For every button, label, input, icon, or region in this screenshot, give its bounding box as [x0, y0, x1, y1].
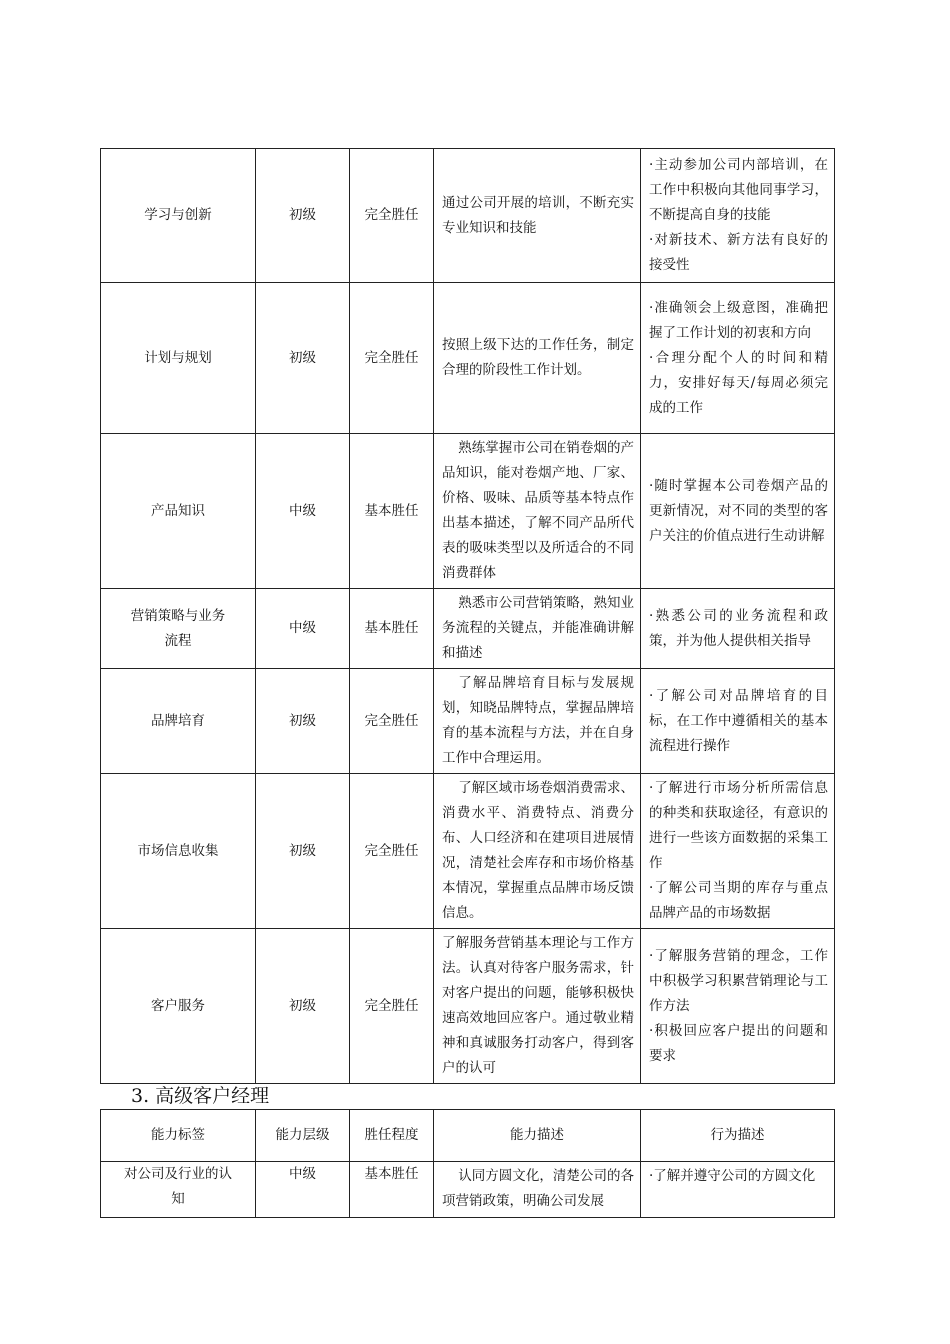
behavior-item: ·熟悉公司的业务流程和政策，并为他人提供相关指导 — [649, 607, 828, 649]
ability-description — [434, 669, 641, 774]
ability-description: 认同方圆文化，清楚公司的各项营销政策，明确公司发展 — [434, 1162, 641, 1218]
ability-level: 初级 — [256, 669, 350, 774]
ability-label: 营销策略与业务流程 — [101, 589, 256, 669]
table-header-row — [101, 1110, 835, 1162]
ability-level: 中级 — [256, 434, 350, 589]
behavior-item: ·合理分配个人的时间和精力，安排好每天/每周必须完成的工作 — [649, 349, 828, 416]
table-row — [101, 283, 835, 434]
header-competence: 胜任程度 — [350, 1110, 434, 1162]
behavior-description — [641, 929, 835, 1084]
competency-table-senior — [100, 1109, 835, 1218]
ability-description — [434, 283, 641, 434]
behavior-description — [641, 589, 835, 669]
header-ability-description: 能力描述 — [434, 1110, 641, 1162]
behavior-item: ·准确领会上级意图，准确把握了工作计划的初衷和方向 — [649, 299, 828, 341]
table-row — [101, 434, 835, 589]
behavior-item: ·随时掌握本公司卷烟产品的更新情况，对不同的类型的客户关注的价值点进行生动讲解 — [649, 477, 828, 544]
behavior-item: ·了解进行市场分析所需信息的种类和获取途径，有意识的进行一些该方面数据的采集工作 — [649, 780, 828, 871]
ability-label: 产品知识 — [101, 434, 256, 589]
behavior-item: ·积极回应客户提出的问题和要求 — [649, 1022, 828, 1064]
ability-level: 中级 — [256, 589, 350, 669]
ability-text: 了解服务营销基本理论与工作方法。认真对待客户服务需求，针对客户提出的问题，能够积极快速高效地回应客户。通过敬业精神和真诚服务打动客户，得到客户的认可 — [442, 935, 634, 1076]
header-behavior-description: 行为描述 — [641, 1110, 835, 1162]
table-row — [101, 1162, 835, 1218]
ability-description — [434, 434, 641, 589]
behavior-description — [641, 283, 835, 434]
ability-label: 学习与创新 — [101, 149, 256, 283]
ability-label: 客户服务 — [101, 929, 256, 1084]
competence: 完全胜任 — [350, 669, 434, 774]
ability-label: 计划与规划 — [101, 283, 256, 434]
table-row — [101, 774, 835, 929]
ability-text: 了解品牌培育目标与发展规划，知晓品牌特点，掌握品牌培育的基本流程与方法，并在自身工作中合理运用。 — [442, 675, 634, 766]
ability-level: 初级 — [256, 149, 350, 283]
competency-table-intermediate — [100, 148, 835, 1084]
header-ability-level: 能力层级 — [256, 1110, 350, 1162]
table-row — [101, 929, 835, 1084]
competence: 完全胜任 — [350, 149, 434, 283]
table-row — [101, 669, 835, 774]
ability-description — [434, 774, 641, 929]
behavior-description — [641, 774, 835, 929]
ability-level: 初级 — [256, 283, 350, 434]
ability-text: 熟悉市公司营销策略，熟知业务流程的关键点，并能准确讲解和描述 — [442, 595, 634, 661]
behavior-item: ·对新技术、新方法有良好的接受性 — [649, 232, 828, 273]
ability-level: 初级 — [256, 929, 350, 1084]
ability-level: 初级 — [256, 774, 350, 929]
ability-text: 了解区域市场卷烟消费需求、消费水平、消费特点、消费分布、人口经济和在建项目进展情况，清楚社会库存和市场价格基本情况，掌握重点品牌市场反馈信息。 — [442, 780, 634, 921]
ability-text: 按照上级下达的工作任务，制定合理的阶段性工作计划。 — [442, 337, 634, 378]
competence: 完全胜任 — [350, 283, 434, 434]
ability-level: 中级 — [256, 1162, 350, 1218]
ability-label: 品牌培育 — [101, 669, 256, 774]
competence: 基本胜任 — [350, 589, 434, 669]
ability-description — [434, 929, 641, 1084]
behavior-item: ·了解服务营销的理念，工作中积极学习积累营销理论与工作方法 — [649, 947, 828, 1014]
ability-label: 对公司及行业的认知 — [101, 1162, 256, 1218]
ability-text: 通过公司开展的培训，不断充实专业知识和技能 — [442, 194, 634, 236]
section-title: 3. 高级客户经理 — [131, 1085, 270, 1107]
behavior-description — [641, 669, 835, 774]
behavior-item: ·了解公司对品牌培育的目标，在工作中遵循相关的基本流程进行操作 — [649, 687, 828, 754]
ability-text: 熟练掌握市公司在销卷烟的产品知识，能对卷烟产地、厂家、价格、吸味、品质等基本特点作出基本描述，了解不同产品所代表的吸味类型以及所适合的不同消费群体 — [442, 440, 634, 581]
behavior-description — [641, 149, 835, 283]
behavior-item: ·了解公司当期的库存与重点品牌产品的市场数据 — [649, 880, 828, 921]
table-row — [101, 589, 835, 669]
behavior-description: ·了解并遵守公司的方圆文化 — [641, 1162, 835, 1218]
competence: 基本胜任 — [350, 1162, 434, 1218]
header-ability-label: 能力标签 — [101, 1110, 256, 1162]
ability-description — [434, 149, 641, 283]
competence: 完全胜任 — [350, 774, 434, 929]
ability-description — [434, 589, 641, 669]
competence: 基本胜任 — [350, 434, 434, 589]
ability-label: 市场信息收集 — [101, 774, 256, 929]
competence: 完全胜任 — [350, 929, 434, 1084]
table-row — [101, 149, 835, 283]
behavior-item: ·主动参加公司内部培训，在工作中积极向其他同事学习，不断提高自身的技能 — [649, 157, 828, 223]
behavior-description — [641, 434, 835, 589]
